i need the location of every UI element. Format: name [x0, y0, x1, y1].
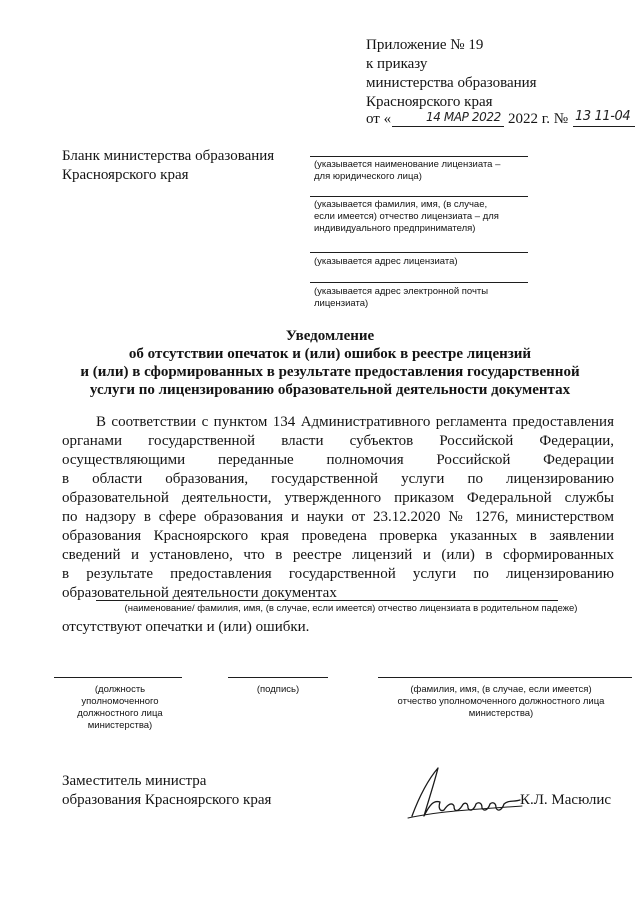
appendix-year-number: 2022 г. № [508, 111, 569, 127]
name-caption-3: министерства) [468, 708, 534, 719]
appendix-date-prefix: от « [366, 111, 392, 127]
date-blank-line [392, 126, 504, 127]
licensee-fullname-caption-2: если имеется) отчество лицензиата – для [314, 211, 499, 222]
signature-line [228, 677, 328, 678]
signer-title-line-2: образования Красноярского края [62, 792, 272, 808]
signer-name: К.Л. Масюлис [520, 792, 612, 808]
licensee-name-caption-1: (указывается наименование лицензиата – [314, 159, 501, 170]
body-line-6: по надзору в сфере образования и науки от 23.12.2020 № 1276, министерством [62, 509, 614, 525]
absence-statement: отсутствуют опечатки и (или) ошибки. [62, 619, 310, 635]
appendix-line-3: министерства образования [366, 75, 537, 91]
licensee-genitive-line [96, 600, 558, 601]
body-line-8: сведений и установлено, что в реестре лицензий и (или) в сформированных [62, 547, 614, 563]
body-line-5: образовательной деятельности, утвержденного приказом Федеральной службы [62, 490, 614, 506]
handwritten-number: 13 11-04 [575, 109, 631, 124]
licensee-fullname-caption-3: индивидуального предпринимателя) [314, 223, 476, 234]
body-line-10: образовательной деятельности документах [62, 585, 337, 601]
appendix-line-4: Красноярского края [366, 94, 493, 110]
signer-title-line-1: Заместитель министра [62, 773, 207, 789]
licensee-address-caption: (указывается адрес лицензиата) [314, 256, 458, 267]
body-line-1: В соответствии с пунктом 134 Административного регламента предоставления [96, 414, 614, 430]
number-blank-line [573, 126, 635, 127]
handwritten-date: 14 МАР 2022 [426, 110, 501, 124]
position-caption-1: (должность [94, 684, 146, 695]
licensee-address-line [310, 252, 528, 253]
body-line-2: органами государственной власти субъектов Российской Федерации, [62, 433, 614, 449]
name-caption-1: (фамилия, имя, (в случае, если имеется) [410, 684, 592, 695]
body-line-4: в области образования, государственной услуги по лицензированию [62, 471, 614, 487]
licensee-email-caption-1: (указывается адрес электронной почты [314, 286, 489, 297]
position-caption-2: уполномоченного [81, 696, 159, 707]
licensee-fullname-line [310, 196, 528, 197]
licensee-fullname-caption-1: (указывается фамилия, имя, (в случае, [314, 199, 488, 210]
licensee-email-line [310, 282, 528, 283]
title-line-1: Уведомление [285, 328, 375, 344]
title-line-2: об отсутствии опечаток и (или) ошибок в реестре лицензий [128, 346, 532, 362]
licensee-name-line [310, 156, 528, 157]
name-line [378, 677, 632, 678]
licensee-email-caption-2: лицензиата) [314, 298, 369, 309]
appendix-line-2: к приказу [366, 56, 428, 72]
blank-line-2: Красноярского края [62, 167, 189, 183]
signature-caption: (подпись) [256, 684, 300, 695]
body-line-3: осуществляющими переданные полномочия Российской Федерации [62, 452, 614, 468]
body-line-7: образования Красноярского края проведена проверка указанных в заявлении [62, 528, 614, 544]
handwritten-signature [404, 760, 526, 822]
name-caption-2: отчество уполномоченного должностного лица [397, 696, 605, 707]
licensee-name-caption-2: для юридического лица) [314, 171, 422, 182]
position-caption-4: министерства) [87, 720, 153, 731]
position-line [54, 677, 182, 678]
title-line-3: и (или) в сформированных в результате предоставления государственной [80, 364, 580, 380]
title-line-4: услуги по лицензированию образовательной деятельности документах [89, 382, 571, 398]
body-line-9: в результате предоставления государственной услуги по лицензированию [62, 566, 614, 582]
appendix-line-1: Приложение № 19 [366, 37, 484, 53]
blank-line-1: Бланк министерства образования [62, 148, 275, 164]
licensee-genitive-caption: (наименование/ фамилия, имя, (в случае, если имеется) отчество лицензиата в родительном падеже) [124, 603, 578, 614]
position-caption-3: должностного лица [77, 708, 163, 719]
